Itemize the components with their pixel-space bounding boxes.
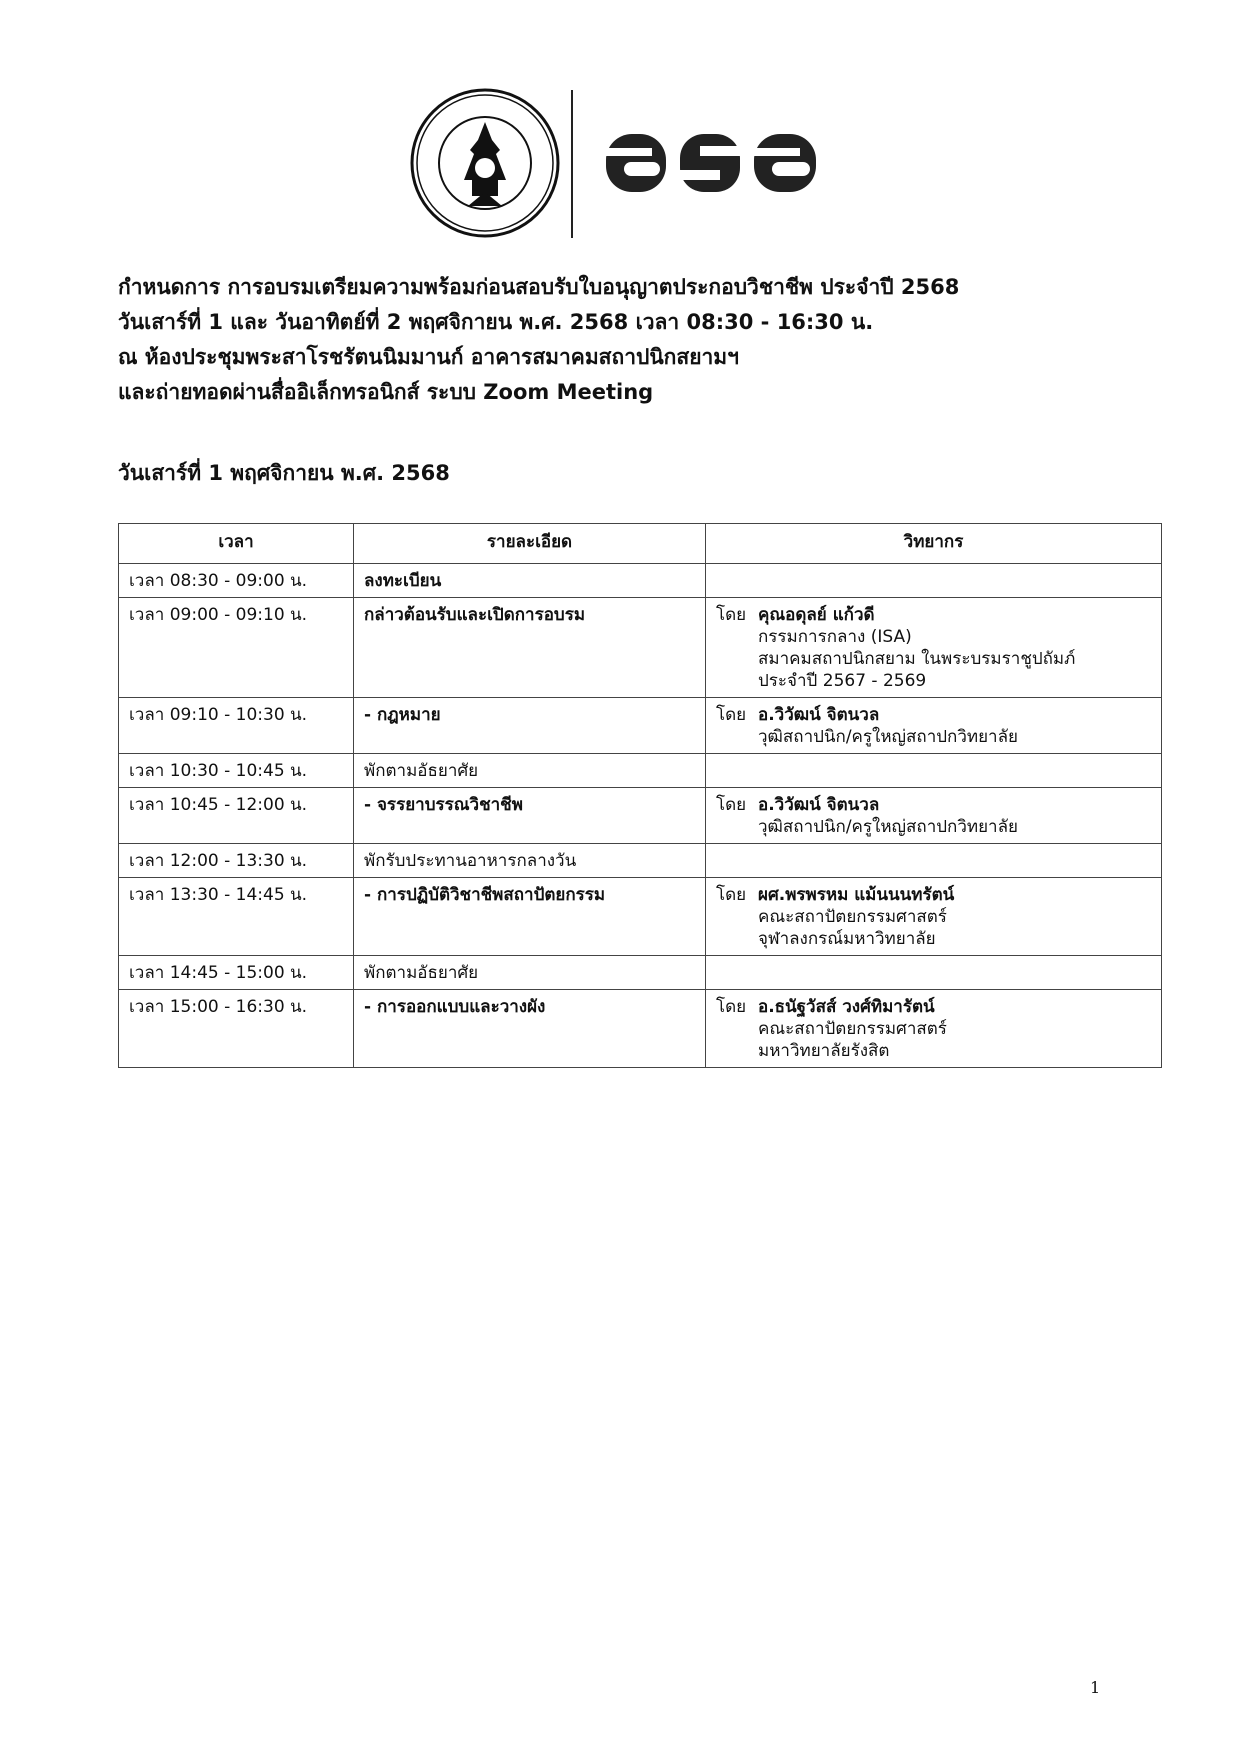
row-speaker bbox=[706, 564, 1162, 598]
table-row bbox=[119, 698, 1162, 754]
row-detail: กล่าวต้อนรับและเปิดการอบรม bbox=[354, 598, 706, 698]
speaker-affiliation: คณะสถาปัตยกรรมศาสตร์ bbox=[758, 907, 947, 927]
row-time: เวลา 08:30 - 09:00 น. bbox=[119, 564, 354, 598]
speaker-name: อ.วิวัฒน์ จิตนวล bbox=[758, 705, 880, 725]
table-row bbox=[119, 990, 1162, 1068]
speaker-affiliation: มหาวิทยาลัยรังสิต bbox=[758, 1041, 890, 1061]
speaker-affiliation: สมาคมสถาปนิกสยาม ในพระบรมราชูปถัมภ์ bbox=[758, 649, 1076, 669]
row-detail: - การออกแบบและวางผัง bbox=[354, 990, 706, 1068]
document-heading bbox=[118, 270, 1158, 410]
header-time: เวลา bbox=[119, 524, 354, 564]
row-detail: - การปฏิบัติวิชาชีพสถาปัตยกรรม bbox=[354, 878, 706, 956]
table-row bbox=[119, 878, 1162, 956]
row-speaker bbox=[706, 788, 1162, 844]
speaker-name: อ.วิวัฒน์ จิตนวล bbox=[758, 795, 880, 815]
header-speaker: วิทยากร bbox=[706, 524, 1162, 564]
row-speaker bbox=[706, 844, 1162, 878]
heading-line-venue: ณ ห้องประชุมพระสาโรชรัตนนิมมานก์ อาคารสมาคมสถาปนิกสยามฯ bbox=[118, 345, 739, 369]
speaker-affiliation: วุฒิสถาปนิก/ครูใหญ่สถาปกวิทยาลัย bbox=[758, 727, 1018, 747]
row-speaker bbox=[706, 698, 1162, 754]
table-row bbox=[119, 788, 1162, 844]
speaker-prefix: โดย bbox=[716, 705, 747, 725]
association-seal-logo bbox=[410, 88, 560, 238]
table-row bbox=[119, 564, 1162, 598]
header-detail: รายละเอียด bbox=[354, 524, 706, 564]
row-time: เวลา 09:10 - 10:30 น. bbox=[119, 698, 354, 754]
speaker-affiliation: กรรมการกลาง (ISA) bbox=[758, 627, 912, 647]
row-detail: พักตามอัธยาศัย bbox=[354, 754, 706, 788]
row-speaker bbox=[706, 754, 1162, 788]
row-time: เวลา 10:45 - 12:00 น. bbox=[119, 788, 354, 844]
row-detail: - จรรยาบรรณวิชาชีพ bbox=[354, 788, 706, 844]
speaker-prefix: โดย bbox=[716, 997, 747, 1017]
row-time: เวลา 14:45 - 15:00 น. bbox=[119, 956, 354, 990]
heading-line-broadcast: และถ่ายทอดผ่านสื่ออิเล็กทรอนิกส์ ระบบ Zoom Meeting bbox=[118, 380, 654, 404]
table-row bbox=[119, 844, 1162, 878]
row-time: เวลา 13:30 - 14:45 น. bbox=[119, 878, 354, 956]
row-time: เวลา 12:00 - 13:30 น. bbox=[119, 844, 354, 878]
row-speaker bbox=[706, 598, 1162, 698]
table-row bbox=[119, 754, 1162, 788]
logo-area bbox=[410, 88, 830, 240]
table-row bbox=[119, 598, 1162, 698]
row-speaker bbox=[706, 990, 1162, 1068]
speaker-name: คุณอดุลย์ แก้วดี bbox=[758, 605, 875, 625]
row-detail: พักตามอัธยาศัย bbox=[354, 956, 706, 990]
asa-logo bbox=[604, 126, 818, 198]
row-detail: ลงทะเบียน bbox=[354, 564, 706, 598]
speaker-affiliation: จุฬาลงกรณ์มหาวิทยาลัย bbox=[758, 929, 936, 949]
speaker-prefix: โดย bbox=[716, 795, 747, 815]
day-title: วันเสาร์ที่ 1 พฤศจิกายน พ.ศ. 2568 bbox=[118, 461, 450, 485]
speaker-affiliation: ประจำปี 2567 - 2569 bbox=[758, 671, 927, 691]
row-time: เวลา 10:30 - 10:45 น. bbox=[119, 754, 354, 788]
speaker-prefix: โดย bbox=[716, 885, 747, 905]
row-time: เวลา 09:00 - 09:10 น. bbox=[119, 598, 354, 698]
row-detail: - กฎหมาย bbox=[354, 698, 706, 754]
row-time: เวลา 15:00 - 16:30 น. bbox=[119, 990, 354, 1068]
heading-line-date: วันเสาร์ที่ 1 และ วันอาทิตย์ที่ 2 พฤศจิกายน พ.ศ. 2568 เวลา 08:30 - 16:30 น. bbox=[118, 310, 874, 334]
speaker-affiliation: วุฒิสถาปนิก/ครูใหญ่สถาปกวิทยาลัย bbox=[758, 817, 1018, 837]
speaker-name: อ.ธนัฐวัสส์ วงศ์ทิมารัตน์ bbox=[758, 997, 935, 1017]
speaker-prefix: โดย bbox=[716, 605, 747, 625]
row-speaker bbox=[706, 956, 1162, 990]
speaker-name: ผศ.พรพรหม แม้นนนทรัตน์ bbox=[758, 885, 955, 905]
row-detail: พักรับประทานอาหารกลางวัน bbox=[354, 844, 706, 878]
table-header-row bbox=[119, 524, 1162, 564]
schedule-table bbox=[118, 523, 1162, 1068]
heading-line-title: กำหนดการ การอบรมเตรียมความพร้อมก่อนสอบรับใบอนุญาตประกอบวิชาชีพ ประจำปี 2568 bbox=[118, 275, 960, 299]
row-speaker bbox=[706, 878, 1162, 956]
page-number: 1 bbox=[1090, 1678, 1101, 1697]
logo-divider bbox=[571, 90, 573, 238]
table-row bbox=[119, 956, 1162, 990]
speaker-affiliation: คณะสถาปัตยกรรมศาสตร์ bbox=[758, 1019, 947, 1039]
